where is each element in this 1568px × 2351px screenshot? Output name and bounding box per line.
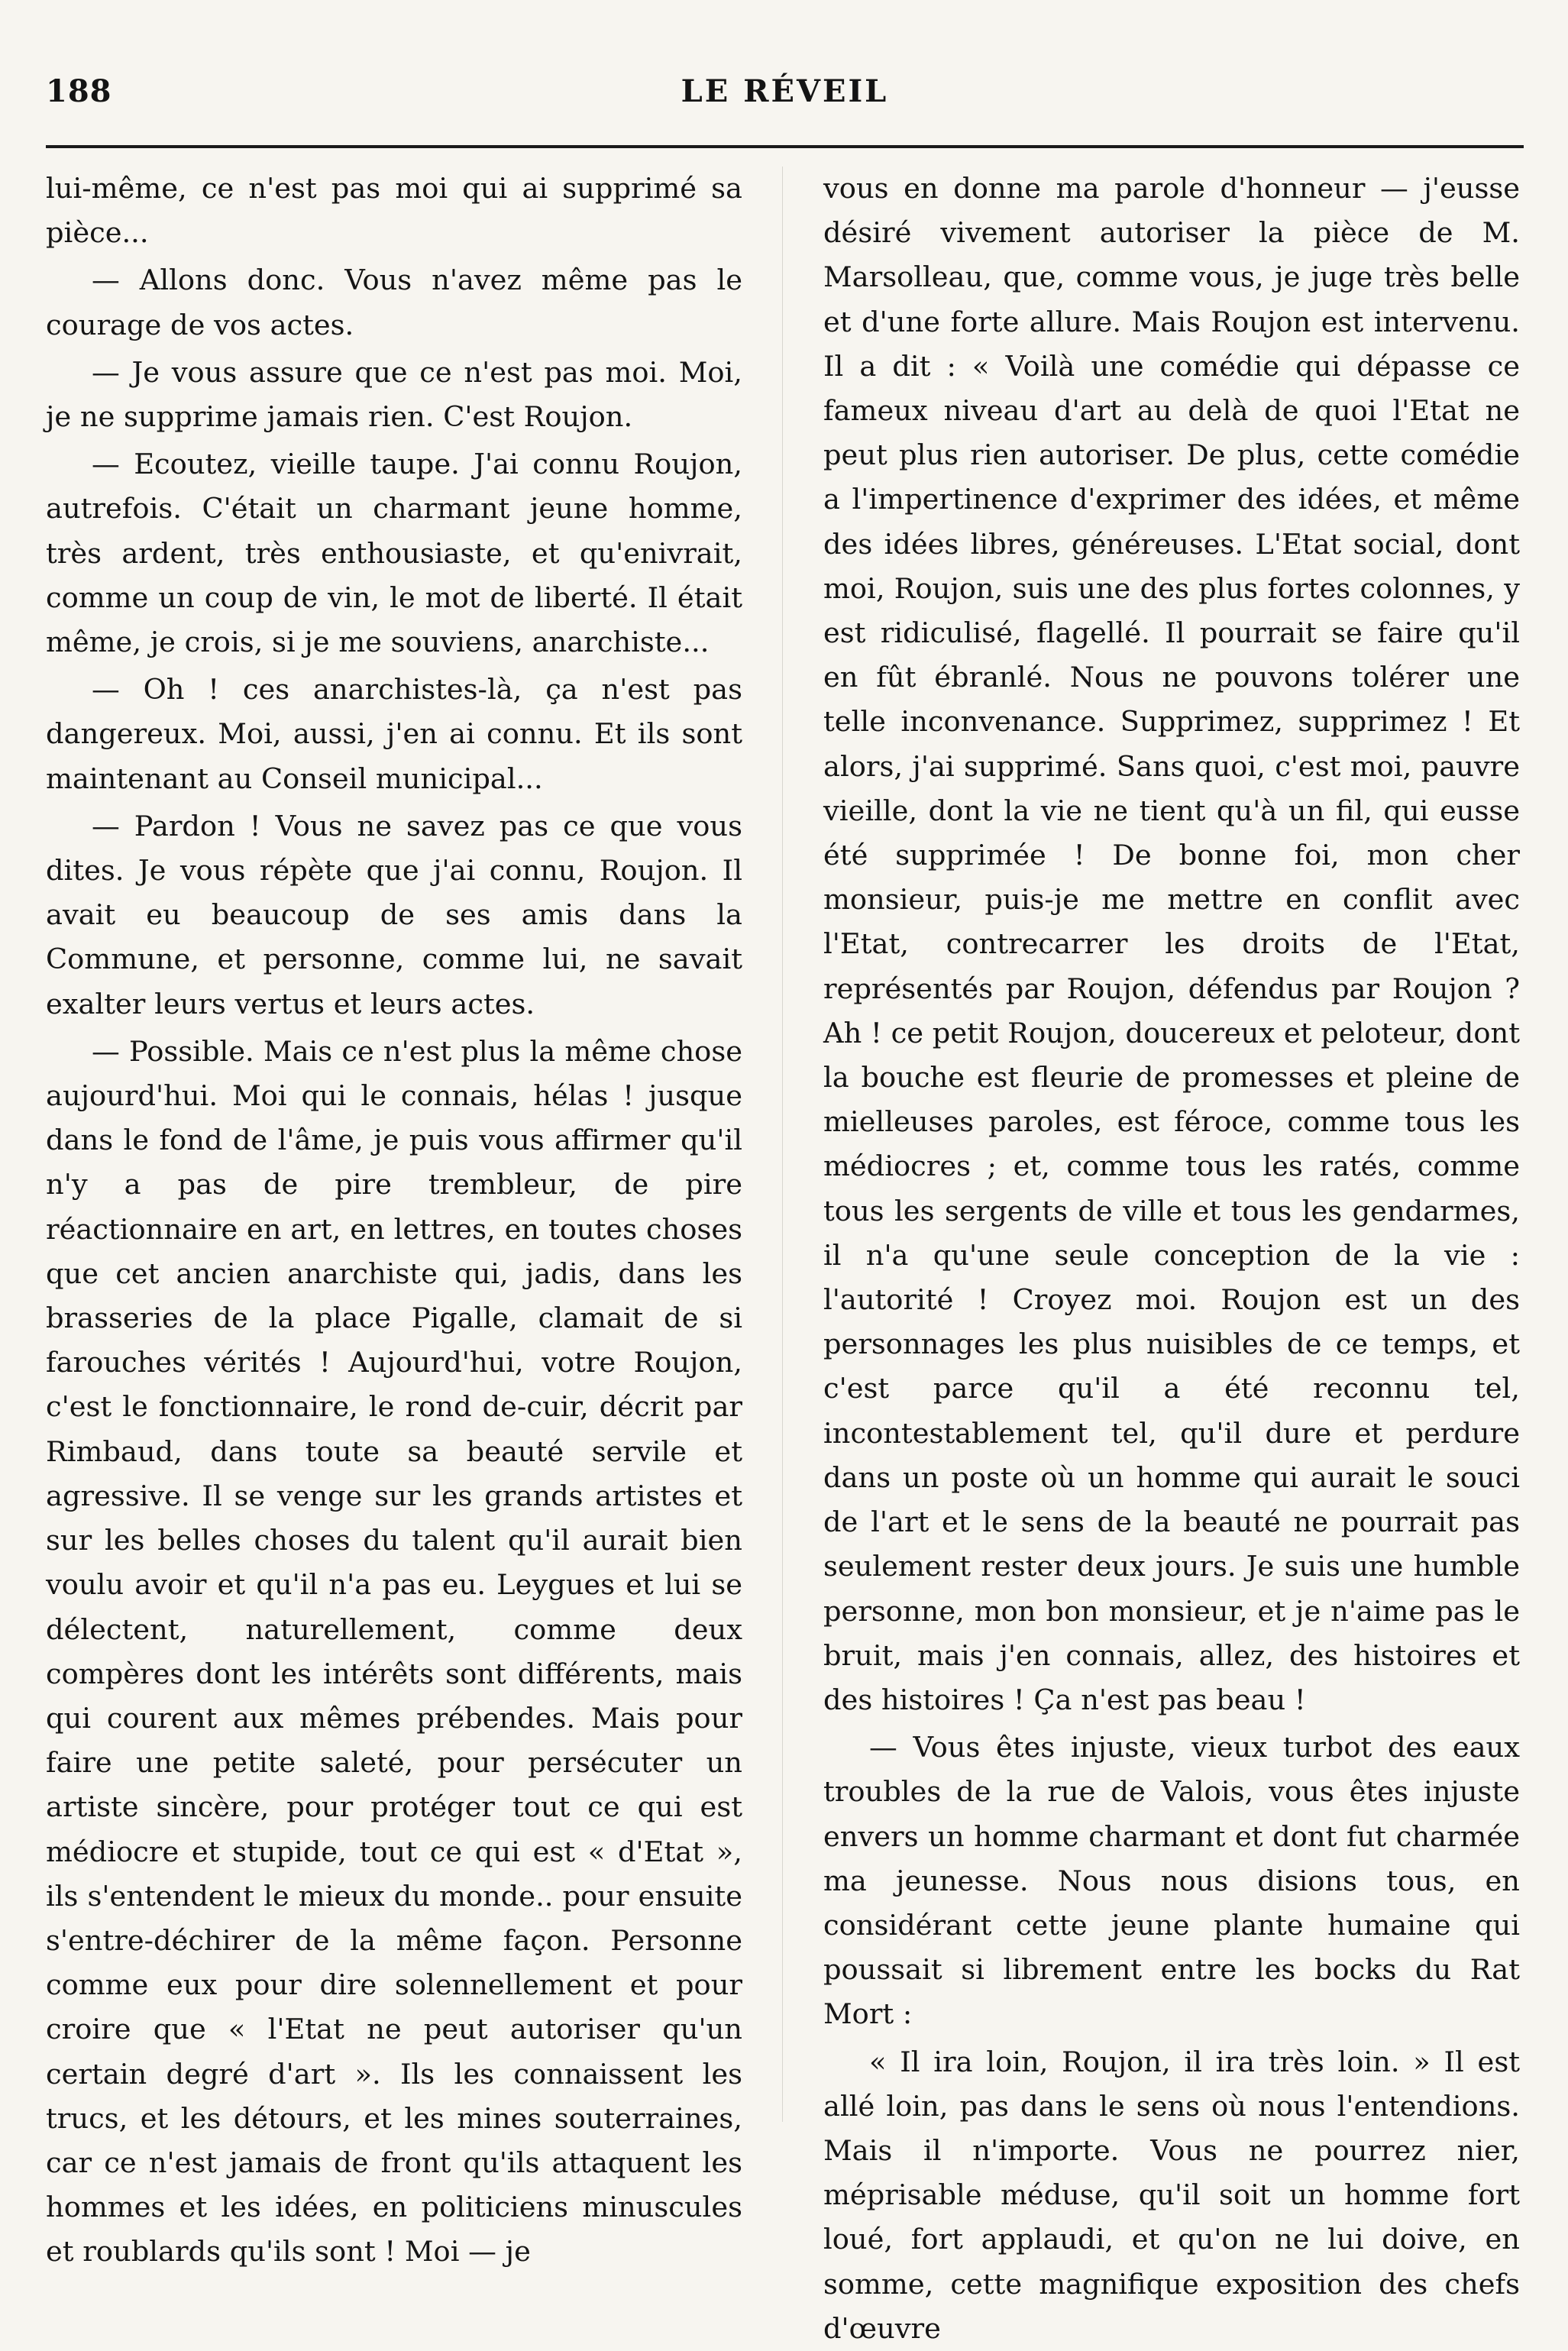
- paragraph: — Vous êtes injuste, vieux turbot des eaux troubles de la rue de Valois, vous êtes injuste envers un homme charmant et dont fut charmée ma jeunesse. Nous nous disions tous, en considérant cette jeune plante humaine qui poussait si librement entre les bocks du Rat Mort :: [823, 1731, 1520, 2031]
- paragraph: lui-même, ce n'est pas moi qui ai supprimé sa pièce...: [46, 172, 742, 250]
- right-column: [823, 167, 1520, 2345]
- paragraph: — Ecoutez, vieille taupe. J'ai connu Roujon, autrefois. C'était un charmant jeune homme, très ardent, très enthousiaste, et qu'enivrait, comme un coup de vin, le mot de liberté. Il était même, je crois, si je me souviens, anarchiste...: [46, 448, 742, 659]
- paragraph: — Je vous assure que ce n'est pas moi. Moi, je ne supprime jamais rien. C'est Roujon.: [46, 355, 742, 434]
- header-rule: [46, 145, 1524, 148]
- paragraph: — Allons donc. Vous n'avez même pas le courage de vos actes.: [46, 264, 742, 341]
- page-header: [46, 73, 1524, 119]
- paragraph: — Pardon ! Vous ne savez pas ce que vous dites. Je vous répète que j'ai connu, Roujon. Il avait eu beaucoup de ses amis dans la Commune, et personne, comme lui, ne savait exalter leurs vertus et leurs actes.: [46, 809, 742, 1020]
- page-number: 188: [46, 73, 112, 109]
- paragraph: vous en donne ma parole d'honneur — j'eusse désiré vivement autoriser la pièce de M. Marsolleau, que, comme vous, je juge très belle et d'une forte allure. Mais Roujon est intervenu. Il a dit : « Voilà une comédie qui dépasse ce fameux niveau d'art au delà de quoi l'Etat ne peut plus rien autoriser. De plus, cette comédie a l'impertinence d'exprimer des idées, et même des idées libres, généreuses. L'Etat social, dont moi, Roujon, suis une des plus fortes colonnes, y est ridiculisé, flagellé. Il pourrait se faire qu'il en fût ébranlé. Nous ne pouvons tolérer une telle inconvenance. Supprimez, supprimez ! Et alors, j'ai supprimé. Sans quoi, c'est moi, pauvre vieille, dont la vie ne tient qu'à un fil, qui eusse été supprimée ! De bonne foi, mon cher monsieur, puis-je me mettre en conflit avec l'Etat, contrecarrer les droits de l'Etat, représentés par Roujon, défendus par Roujon ? Ah ! ce petit Roujon, doucereux et peloteur, dont la bouche est fleurie de promesses et pleine de mielleuses paroles, est féroce, comme tous les médiocres ; et, comme tous les ratés, comme tous les sergents de ville et tous les gendarmes, il n'a qu'une seule conception de la vie : l'autorité ! Croyez moi. Roujon est un des personnages les plus nuisibles de ce temps, et c'est parce qu'il a été reconnu tel, incontestablement tel, qu'il dure et perdure dans un poste où un homme qui aurait le souci de l'art et le sens de la beauté ne pourrait pas seulement rester deux jours. Je suis une humble personne, mon bon monsieur, et je n'aime pas le bruit, mais j'en connais, allez, des histoires et des histoires ! Ça n'est pas beau !: [823, 172, 1520, 1716]
- paragraph: « Il ira loin, Roujon, il ira très loin. » Il est allé loin, pas dans le sens où nous l'entendions. Mais il n'importe. Vous ne pourrez nier, méprisable méduse, qu'il soit un homme fort loué, fort applaudi, et qu'on ne lui doive, en somme, cette magnifique exposition des chefs d'œuvre: [823, 2045, 1520, 2345]
- column-divider: [782, 167, 783, 2122]
- left-column: [46, 167, 742, 2269]
- paragraph: — Possible. Mais ce n'est plus la même chose aujourd'hui. Moi qui le connais, hélas ! jusque dans le fond de l'âme, je puis vous affirmer qu'il n'y a pas de pire trembleur, de pire réactionnaire en art, en lettres, en toutes choses que cet ancien anarchiste qui, jadis, dans les brasseries de la place Pigalle, clamait de si farouches vérités ! Aujourd'hui, votre Roujon, c'est le fonctionnaire, le rond de-cuir, décrit par Rimbaud, dans toute sa beauté servile et agressive. Il se venge sur les grands artistes et sur les belles choses du talent qu'il aurait bien voulu avoir et qu'il n'a pas eu. Leygues et lui se délectent, naturellement, comme deux compères dont les intérêts sont différents, mais qui courent aux mêmes prébendes. Mais pour faire une petite saleté, pour persécuter un artiste sincère, pour protéger tout ce qui est médiocre et stupide, tout ce qui est « d'Etat », ils s'entendent le mieux du monde.. pour ensuite s'entre-déchirer de la même façon. Personne comme eux pour dire solennellement et pour croire que « l'Etat ne peut autoriser qu'un certain degré d'art ». Ils les connaissent les trucs, et les détours, et les mines souterraines, car ce n'est jamais de front qu'ils attaquent les hommes et les idées, en politiciens minuscules et roublards qu'ils sont ! Moi — je: [46, 1034, 742, 2269]
- running-head: LE RÉVEIL: [681, 73, 889, 109]
- paragraph: — Oh ! ces anarchistes-là, ça n'est pas dangereux. Moi, aussi, j'en ai connu. Et ils sont maintenant au Conseil municipal...: [46, 673, 742, 795]
